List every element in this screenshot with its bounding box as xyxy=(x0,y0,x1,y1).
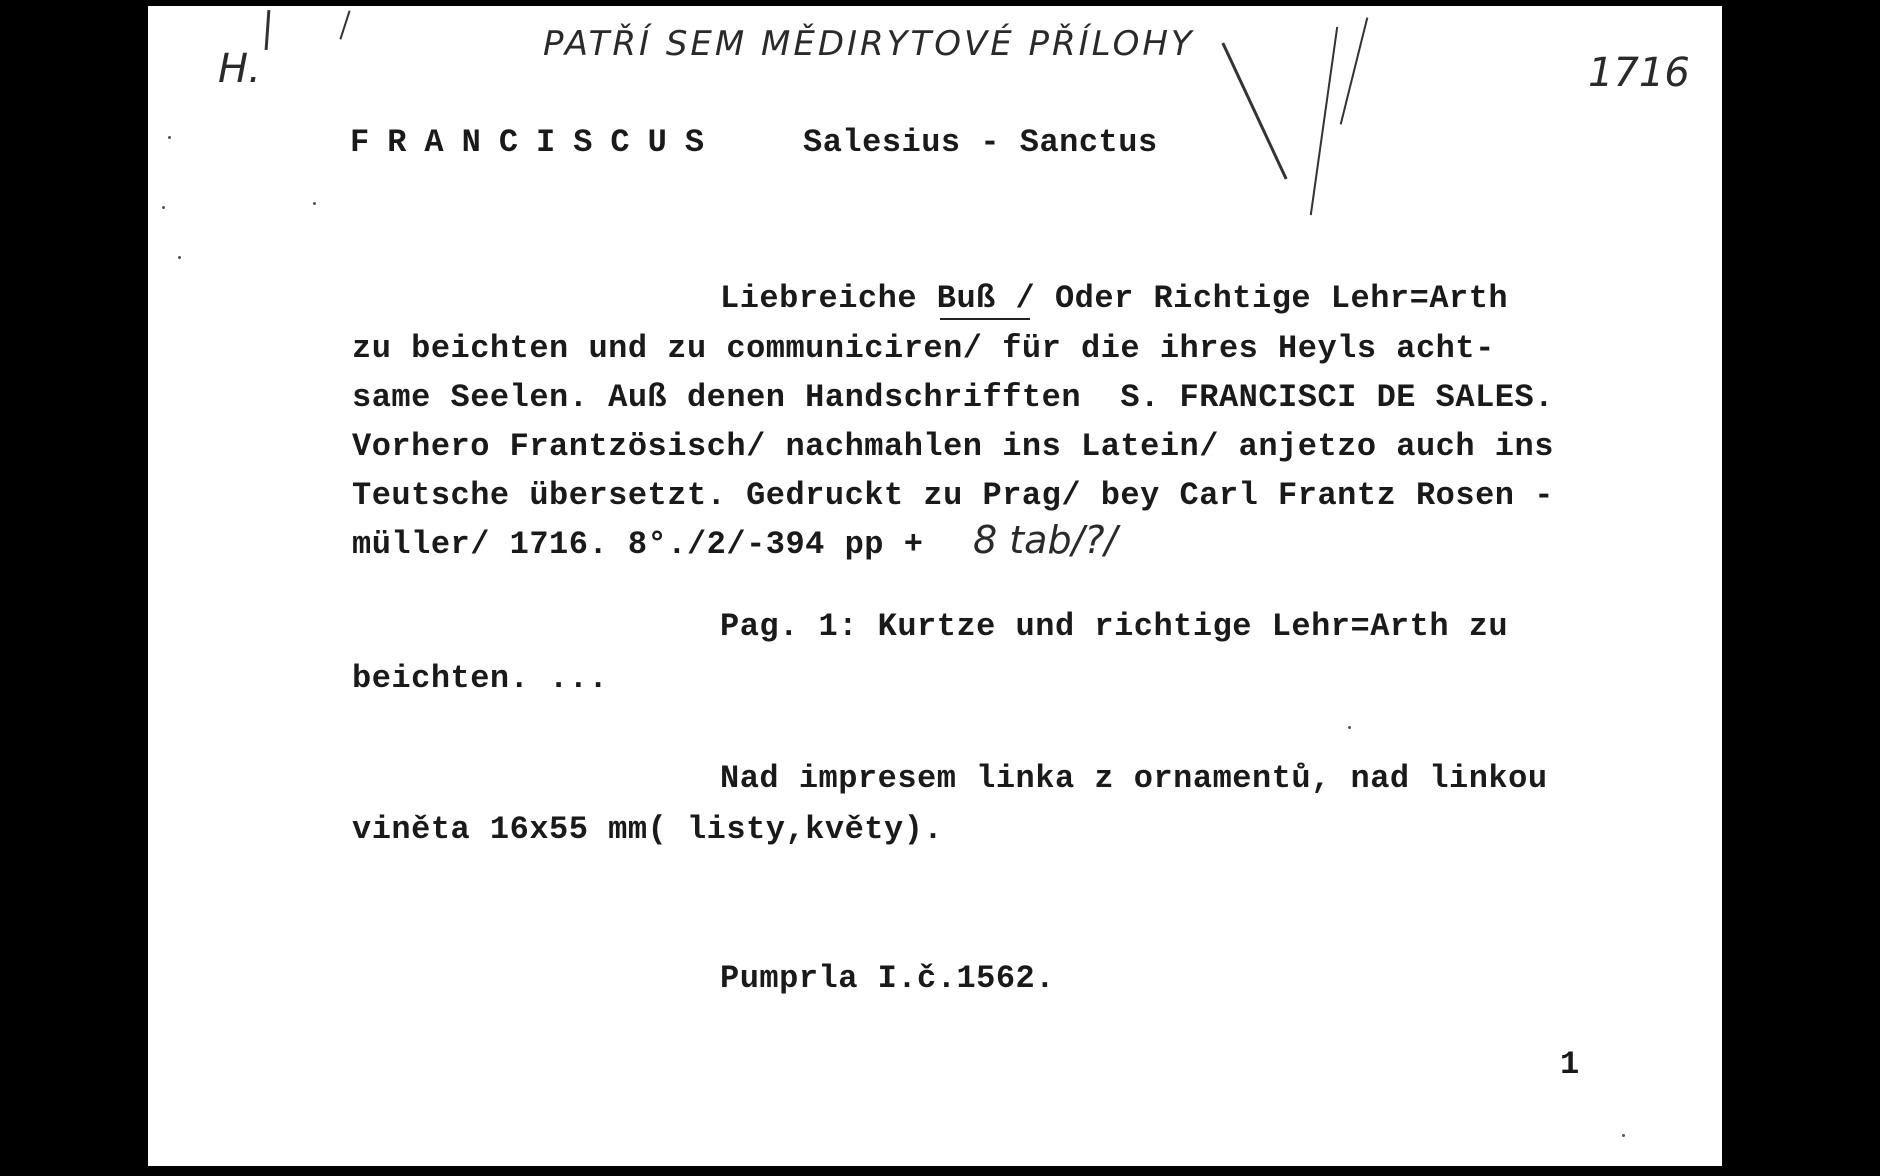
scan-speck xyxy=(178,256,181,259)
page-note-line: Pag. 1: Kurtze und richtige Lehr=Arth zu xyxy=(720,608,1509,645)
catalog-card xyxy=(148,6,1722,1166)
page-note-line: beichten. ... xyxy=(352,660,609,697)
description-line: müller/ 1716. 8°./2/-394 pp + xyxy=(352,526,924,563)
card-number: 1 xyxy=(1560,1046,1580,1083)
pen-stroke xyxy=(339,10,350,39)
pen-stroke xyxy=(265,10,271,50)
ornament-note-line: viněta 16x55 mm( listy,květy). xyxy=(352,811,944,848)
scan-speck xyxy=(1622,1134,1625,1137)
handwritten-mark-left: H. xyxy=(218,46,261,92)
description-line: Liebreiche Buß / Oder Richtige Lehr=Arth xyxy=(720,280,1509,317)
scan-speck xyxy=(1348,726,1351,729)
pen-stroke xyxy=(1340,17,1369,124)
heading-name: FRANCISCUS xyxy=(350,124,723,161)
heading-rest: Salesius - Sanctus xyxy=(803,124,1158,161)
handwritten-year: 1716 xyxy=(1588,50,1690,96)
pen-stroke xyxy=(1310,27,1338,215)
scan-speck xyxy=(162,206,165,209)
handwritten-plates: 8 tab/?/ xyxy=(973,518,1118,562)
pen-stroke xyxy=(1221,42,1287,179)
description-line: same Seelen. Auß denen Handschrifften S. FRANCISCI DE SALES. xyxy=(352,379,1554,416)
ornament-note-line: Nad impresem linka z ornamentů, nad linkou xyxy=(720,760,1548,797)
title-underline xyxy=(940,318,1030,320)
description-line: Teutsche übersetzt. Gedruckt zu Prag/ bey Carl Frantz Rosen - xyxy=(352,477,1554,514)
scan-speck xyxy=(168,136,171,139)
reference-citation: Pumprla I.č.1562. xyxy=(720,960,1055,997)
description-line: Vorhero Frantzösisch/ nachmahlen ins Latein/ anjetzo auch ins xyxy=(352,428,1554,465)
scan-speck xyxy=(313,202,316,205)
handwritten-top-note: PATŘÍ SEM MĚDIRYTOVÉ PŘÍLOHY xyxy=(543,24,1195,64)
description-line: zu beichten und zu communiciren/ für die ihres Heyls acht- xyxy=(352,330,1495,367)
